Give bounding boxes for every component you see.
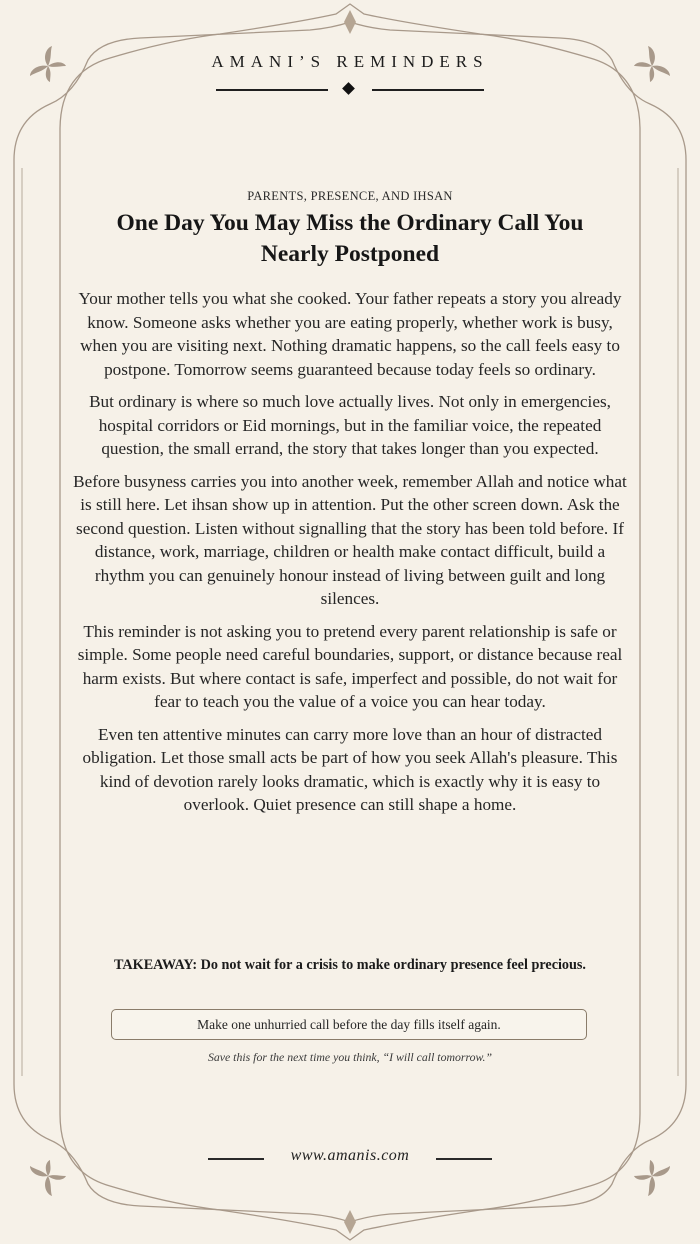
call-to-action-box: Make one unhurried call before the day fills itself again. [111,1009,587,1040]
bottom-ornament-icon [344,1210,356,1234]
body-paragraph: Even ten attentive minutes can carry more love than an hour of distracted obligation. Let those small acts be part of how you seek Allah's pleasure. This kind of devotion rarely looks dramatic, which is exactly why it is easy to overlook. Quiet presence can still shape a home. [82,724,618,814]
brand-name: AMANI’S REMINDERS [211,52,489,71]
website-link[interactable]: www.amanis.com [290,1147,410,1164]
body-paragraph: This reminder is not asking you to pretend every parent relationship is safe or simple. Some people need careful boundaries, support, or distance because real harm exists. But where contact is safe, imperfect and possible, do not wait for fear to teach you the value of a voice you can hear today. [77,621,623,711]
body-paragraph: But ordinary is where so much love actually lives. Not only in emergencies, hospital corridors or Eid mornings, but in the familiar voice, the repeated question, the small errand, the story that takes longer than you expected. [89,392,611,458]
body-paragraph: Your mother tells you what she cooked. Your father repeats a story you already know. Someone asks whether you are eating properly, whether work is busy, when you are visiting next. Nothing dramatic happens, so the call feels easy to postpone. Tomorrow seems guaranteed because today feels so ordinary. [78,289,622,379]
article-eyebrow: PARENTS, PRESENCE, AND IHSAN [247,189,453,203]
divider-line-right [372,89,484,91]
article-title: One Day You May Miss the Ordinary Call You Nearly Postponed [116,210,584,267]
diamond-divider-icon [342,82,355,95]
divider-line-left [216,89,328,91]
save-note: Save this for the next time you think, “I will call tomorrow.” [207,1050,493,1064]
body-paragraph: Before busyness carries you into another week, remember Allah and notice what is still here. Let ihsan show up in attention. Put the other screen down. Ask the second question. Listen without signalling that the story has been told before. If distance, work, marriage, children or health make contact difficult, build a rhythm you can genuinely honour instead of living between guilt and long silences. [73,471,627,608]
footer-line-right [436,1158,492,1160]
footer [200,1146,500,1170]
top-ornament-icon [344,10,356,34]
article-body [70,287,630,826]
takeaway-text: TAKEAWAY: Do not wait for a crisis to make ordinary presence feel precious. [114,957,586,973]
header-divider [216,80,484,100]
